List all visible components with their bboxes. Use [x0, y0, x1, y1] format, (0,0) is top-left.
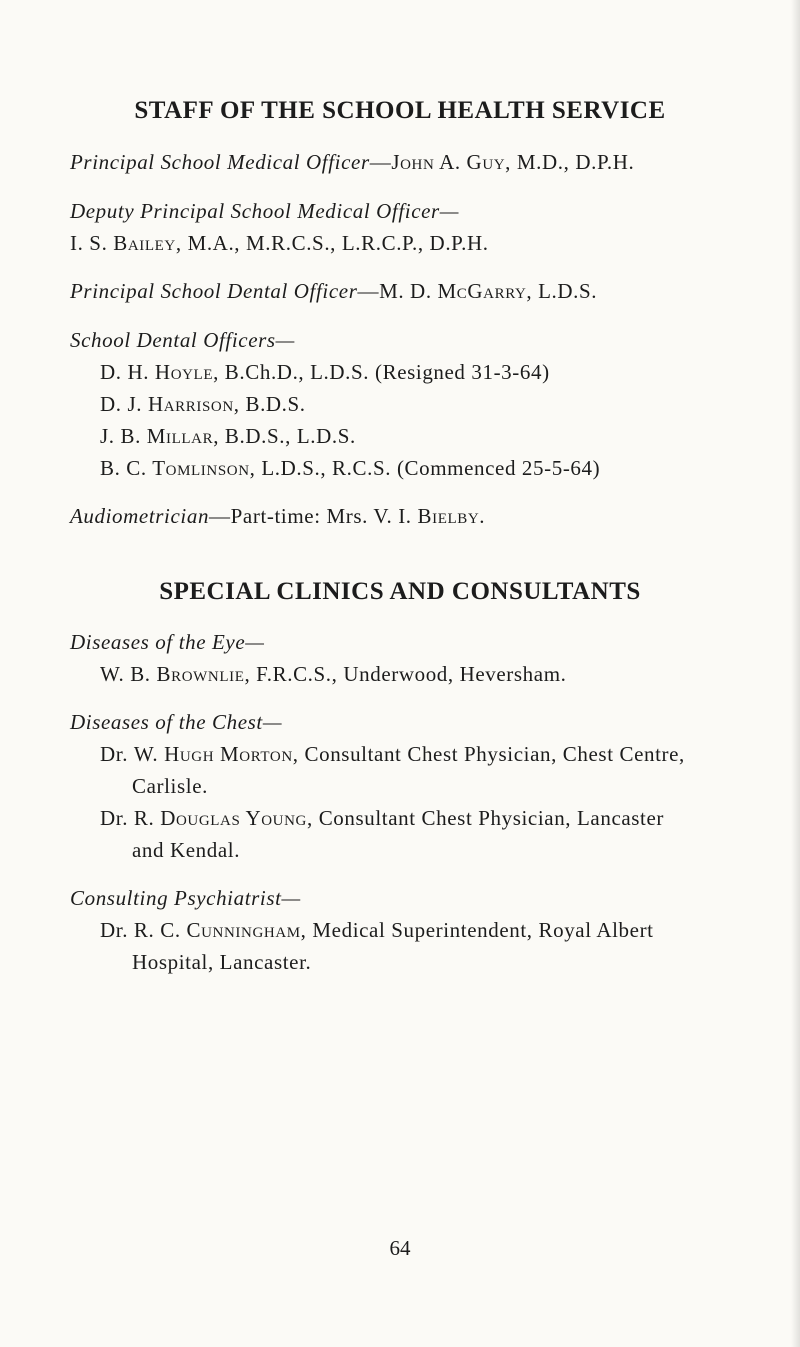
consultant-details: Medical Superintendent, Royal Albert [306, 918, 654, 942]
audiometrician-line [70, 504, 485, 529]
qualifications: B.D.S. [239, 392, 306, 416]
role-title: Audiometrician [70, 504, 210, 528]
psychiatrist-title: Consulting Psychiatrist— [70, 886, 301, 910]
consultant-details-continued: Hospital, Lancaster. [132, 950, 312, 974]
page-edge-shadow [791, 0, 800, 1347]
consultant-details: F.R.C.S., Underwood, Heversham. [250, 662, 567, 686]
dental-officer-item [100, 360, 550, 385]
dental-officer-item [100, 456, 600, 481]
qualifications: B.D.S., L.D.S. [219, 424, 356, 448]
person-name: W. Hugh Morton, [133, 742, 299, 766]
person-name: M. D. McGarry, L.D.S. [379, 279, 598, 303]
separator: — [357, 279, 380, 303]
dental-officers-title: School Dental Officers— [70, 328, 295, 352]
person-name: B. C. Tomlinson, [100, 456, 256, 480]
clinics-heading: SPECIAL CLINICS AND CONSULTANTS [159, 578, 641, 605]
consultant-details: Consultant Chest Physician, Chest Centre, [298, 742, 685, 766]
consultant-details-continued: Carlisle. [132, 774, 208, 798]
staff-heading: STAFF OF THE SCHOOL HEALTH SERVICE [134, 97, 666, 124]
principal-medical-officer-line [70, 150, 634, 175]
chest-diseases-title: Diseases of the Chest— [70, 710, 283, 734]
qualifications: L.D.S., R.C.S. (Commenced 25-5-64) [255, 456, 601, 480]
person-name: R. C. Cunningham, [133, 918, 307, 942]
person-name: J. B. Millar, [100, 424, 220, 448]
role-title: Principal School Dental Officer [70, 279, 358, 303]
psychiatrist-consultant [100, 918, 654, 943]
honorific: Dr. [100, 742, 134, 766]
honorific: Dr. [100, 806, 134, 830]
person-name: D. H. Hoyle, [100, 360, 219, 384]
dental-officer-item [100, 392, 306, 417]
consultant-details: Consultant Chest Physician, Lancaster [312, 806, 665, 830]
person-name: John A. Guy, M.D., D.P.H. [391, 150, 635, 174]
deputy-officer-title: Deputy Principal School Medical Officer— [70, 199, 460, 223]
page-number: 64 [389, 1236, 411, 1260]
honorific: Dr. [100, 918, 134, 942]
qualifications: B.Ch.D., L.D.S. (Resigned 31-3-64) [218, 360, 550, 384]
role-detail: —Part-time: Mrs. V. I. [209, 504, 418, 528]
eye-diseases-title: Diseases of the Eye— [70, 630, 265, 654]
separator: — [369, 150, 392, 174]
consultant-details-continued: and Kendal. [132, 838, 241, 862]
person-name: W. B. Brownlie, [100, 662, 251, 686]
person-name: Bielby. [417, 504, 486, 528]
chest-consultant-morton [100, 742, 685, 767]
principal-dental-officer-line [70, 279, 597, 304]
person-name: R. Douglas Young, [133, 806, 313, 830]
role-title: Principal School Medical Officer [70, 150, 370, 174]
deputy-officer-name: I. S. Bailey, M.A., M.R.C.S., L.R.C.P., D.P.H. [70, 231, 489, 255]
chest-consultant-young [100, 806, 664, 831]
dental-officer-item [100, 424, 356, 449]
eye-consultant [100, 662, 566, 687]
person-name: D. J. Harrison, [100, 392, 240, 416]
